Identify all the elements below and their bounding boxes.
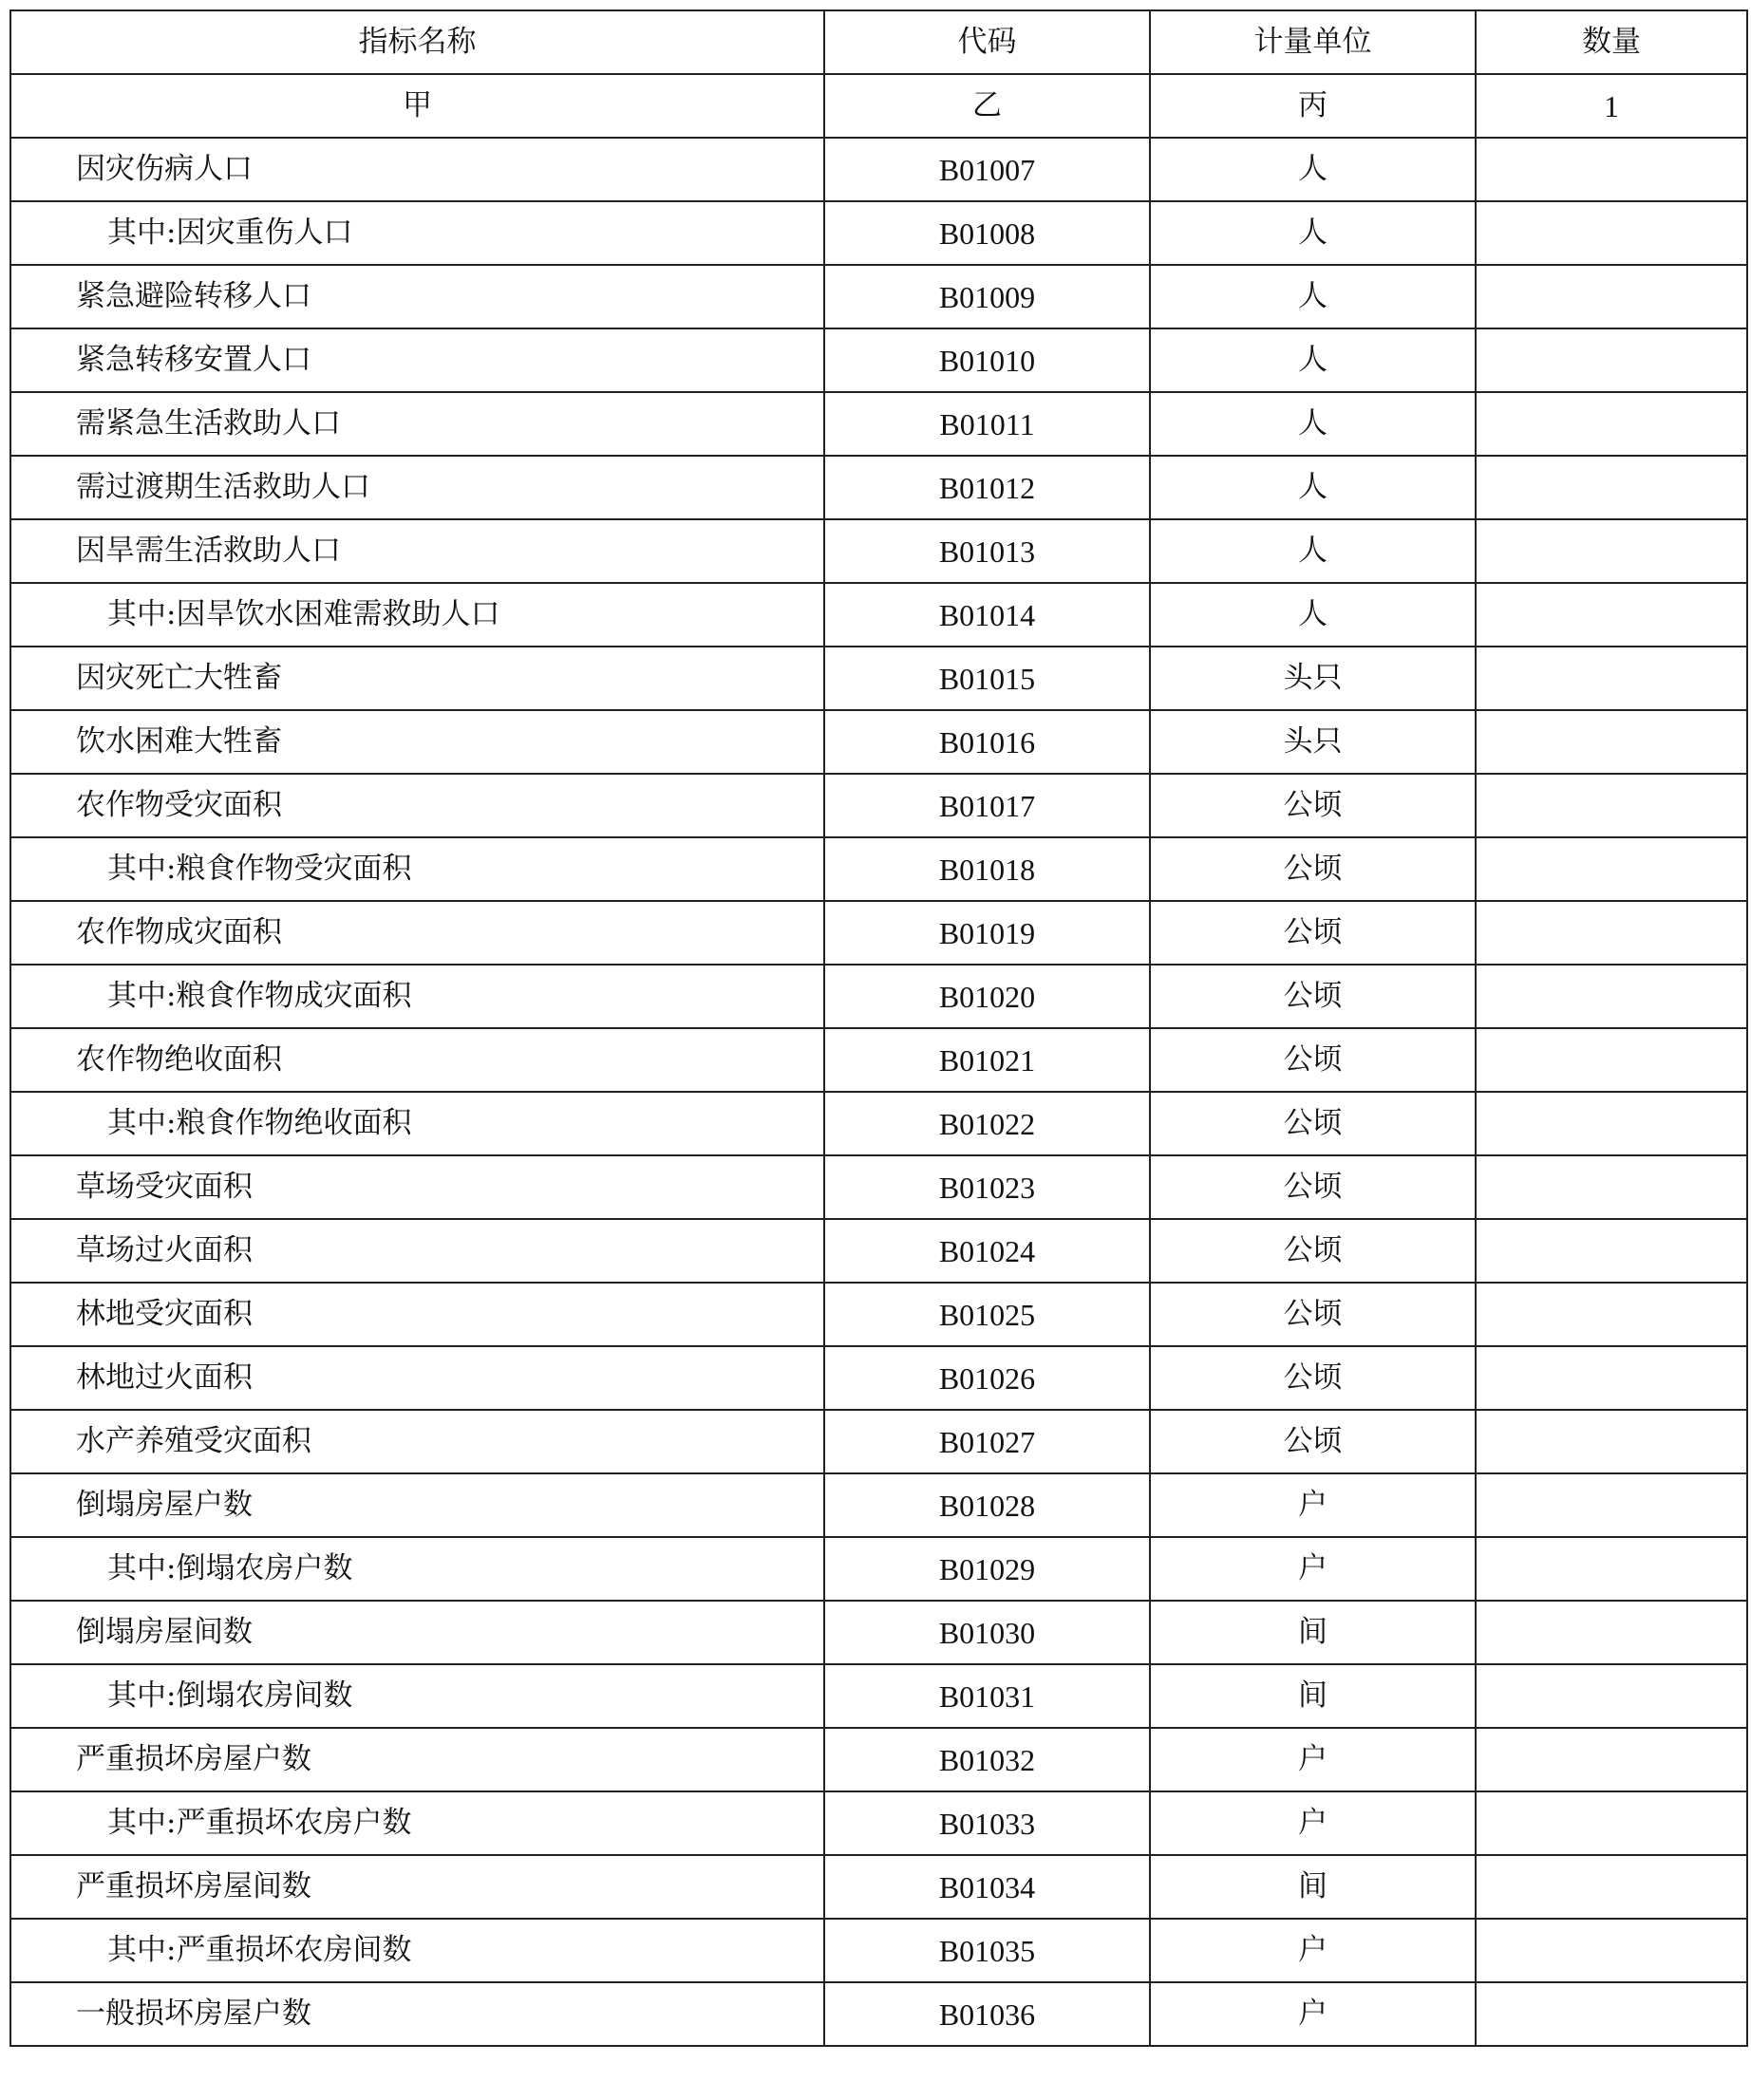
quantity-cell [1476,1601,1747,1664]
quantity-cell [1476,965,1747,1028]
quantity-cell [1476,265,1747,328]
table-row [10,1283,1747,1346]
quantity-cell [1476,456,1747,519]
table-row [10,265,1747,328]
quantity-cell [1476,1728,1747,1791]
unit-cell: 公顷 [1150,774,1476,837]
unit-cell: 公顷 [1150,965,1476,1028]
indicator-name-cell: 倒塌房屋户数 [10,1473,824,1537]
table-row [10,1219,1747,1283]
column-marker-row [10,74,1747,138]
indicator-name-cell: 严重损坏房屋户数 [10,1728,824,1791]
table-row [10,1092,1747,1155]
quantity-cell [1476,837,1747,901]
table-row [10,837,1747,901]
table-row [10,583,1747,647]
unit-cell: 户 [1150,1728,1476,1791]
indicator-code-cell: B01023 [824,1155,1150,1219]
indicator-code-cell: B01035 [824,1919,1150,1982]
quantity-cell [1476,1855,1747,1919]
quantity-cell [1476,201,1747,265]
table-row [10,1664,1747,1728]
quantity-cell [1476,1982,1747,2046]
unit-cell: 公顷 [1150,1219,1476,1283]
indicator-name-cell: 其中:倒塌农房间数 [10,1664,824,1728]
indicator-code-cell: B01034 [824,1855,1150,1919]
indicator-name-cell: 其中:严重损坏农房户数 [10,1791,824,1855]
table-row [10,1028,1747,1092]
quantity-cell [1476,1664,1747,1728]
indicator-name-cell: 水产养殖受灾面积 [10,1410,824,1473]
unit-cell: 间 [1150,1664,1476,1728]
unit-cell: 人 [1150,519,1476,583]
indicator-name-cell: 紧急避险转移人口 [10,265,824,328]
quantity-cell [1476,392,1747,456]
indicator-name-cell: 农作物受灾面积 [10,774,824,837]
table-row [10,1982,1747,2046]
indicator-code-cell: B01032 [824,1728,1150,1791]
table-row [10,519,1747,583]
table-row [10,710,1747,774]
unit-cell: 人 [1150,583,1476,647]
indicator-code-cell: B01022 [824,1092,1150,1155]
indicator-code-cell: B01033 [824,1791,1150,1855]
table-row [10,456,1747,519]
quantity-cell [1476,1473,1747,1537]
quantity-cell [1476,774,1747,837]
indicator-name-cell: 因灾死亡大牲畜 [10,647,824,710]
unit-cell: 公顷 [1150,837,1476,901]
table-row [10,1410,1747,1473]
quantity-cell [1476,1155,1747,1219]
quantity-cell [1476,1283,1747,1346]
table-row [10,1919,1747,1982]
indicator-name-cell: 倒塌房屋间数 [10,1601,824,1664]
table-row [10,774,1747,837]
quantity-cell [1476,710,1747,774]
unit-cell: 头只 [1150,647,1476,710]
quantity-cell [1476,1791,1747,1855]
table-row [10,1346,1747,1410]
header-quantity: 数量 [1476,10,1747,74]
unit-cell: 间 [1150,1855,1476,1919]
indicator-name-cell: 其中:因灾重伤人口 [10,201,824,265]
unit-cell: 人 [1150,201,1476,265]
indicator-name-cell: 草场受灾面积 [10,1155,824,1219]
unit-cell: 人 [1150,328,1476,392]
indicator-code-cell: B01030 [824,1601,1150,1664]
table-row [10,1791,1747,1855]
unit-cell: 人 [1150,265,1476,328]
table-row [10,1473,1747,1537]
quantity-cell [1476,1346,1747,1410]
indicator-code-cell: B01029 [824,1537,1150,1601]
unit-cell: 公顷 [1150,1028,1476,1092]
unit-cell: 户 [1150,1982,1476,2046]
indicator-code-cell: B01010 [824,328,1150,392]
table-row [10,138,1747,201]
indicator-name-cell: 农作物成灾面积 [10,901,824,965]
indicator-code-cell: B01018 [824,837,1150,901]
unit-cell: 人 [1150,392,1476,456]
indicator-code-cell: B01008 [824,201,1150,265]
indicator-code-cell: B01024 [824,1219,1150,1283]
document-page [9,9,1746,2047]
unit-cell: 公顷 [1150,1410,1476,1473]
indicator-name-cell: 严重损坏房屋间数 [10,1855,824,1919]
table-row [10,647,1747,710]
indicator-code-cell: B01026 [824,1346,1150,1410]
indicator-name-cell: 林地过火面积 [10,1346,824,1410]
indicator-code-cell: B01025 [824,1283,1150,1346]
header-indicator-name: 指标名称 [10,10,824,74]
unit-cell: 头只 [1150,710,1476,774]
quantity-cell [1476,1919,1747,1982]
indicator-code-cell: B01012 [824,456,1150,519]
quantity-cell [1476,138,1747,201]
header-code: 代码 [824,10,1150,74]
marker-unit-column: 丙 [1150,74,1476,138]
indicator-code-cell: B01009 [824,265,1150,328]
unit-cell: 公顷 [1150,901,1476,965]
indicator-name-cell: 需紧急生活救助人口 [10,392,824,456]
table-row [10,1601,1747,1664]
indicator-name-cell: 其中:粮食作物受灾面积 [10,837,824,901]
indicator-code-cell: B01011 [824,392,1150,456]
indicator-code-cell: B01028 [824,1473,1150,1537]
indicator-code-cell: B01036 [824,1982,1150,2046]
table-row [10,392,1747,456]
indicator-code-cell: B01016 [824,710,1150,774]
table-row [10,965,1747,1028]
quantity-cell [1476,519,1747,583]
unit-cell: 人 [1150,138,1476,201]
indicator-name-cell: 因旱需生活救助人口 [10,519,824,583]
marker-name-column: 甲 [10,74,824,138]
indicator-code-cell: B01021 [824,1028,1150,1092]
unit-cell: 公顷 [1150,1346,1476,1410]
indicator-name-cell: 紧急转移安置人口 [10,328,824,392]
quantity-cell [1476,1092,1747,1155]
quantity-cell [1476,1028,1747,1092]
table-row [10,1728,1747,1791]
unit-cell: 公顷 [1150,1092,1476,1155]
table-row [10,201,1747,265]
indicator-name-cell: 其中:倒塌农房户数 [10,1537,824,1601]
quantity-cell [1476,328,1747,392]
unit-cell: 户 [1150,1919,1476,1982]
marker-code-column: 乙 [824,74,1150,138]
unit-cell: 人 [1150,456,1476,519]
quantity-cell [1476,1537,1747,1601]
indicator-name-cell: 需过渡期生活救助人口 [10,456,824,519]
indicator-code-cell: B01027 [824,1410,1150,1473]
table-row [10,1155,1747,1219]
indicator-code-cell: B01020 [824,965,1150,1028]
indicator-code-cell: B01015 [824,647,1150,710]
indicator-name-cell: 林地受灾面积 [10,1283,824,1346]
table-row [10,1855,1747,1919]
indicator-name-cell: 草场过火面积 [10,1219,824,1283]
indicator-name-cell: 其中:因旱饮水困难需救助人口 [10,583,824,647]
unit-cell: 公顷 [1150,1155,1476,1219]
unit-cell: 户 [1150,1537,1476,1601]
unit-cell: 公顷 [1150,1283,1476,1346]
quantity-cell [1476,901,1747,965]
unit-cell: 户 [1150,1791,1476,1855]
indicator-name-cell: 饮水困难大牲畜 [10,710,824,774]
quantity-cell [1476,1219,1747,1283]
indicator-code-cell: B01017 [824,774,1150,837]
marker-quantity-column: 1 [1476,74,1747,138]
unit-cell: 户 [1150,1473,1476,1537]
indicator-name-cell: 一般损坏房屋户数 [10,1982,824,2046]
quantity-cell [1476,583,1747,647]
table-row [10,328,1747,392]
header-unit: 计量单位 [1150,10,1476,74]
indicator-name-cell: 其中:粮食作物成灾面积 [10,965,824,1028]
quantity-cell [1476,1410,1747,1473]
indicator-code-cell: B01019 [824,901,1150,965]
indicator-code-cell: B01014 [824,583,1150,647]
unit-cell: 间 [1150,1601,1476,1664]
indicator-code-cell: B01007 [824,138,1150,201]
indicator-name-cell: 农作物绝收面积 [10,1028,824,1092]
table-row [10,1537,1747,1601]
indicator-code-cell: B01031 [824,1664,1150,1728]
indicator-name-cell: 因灾伤病人口 [10,138,824,201]
quantity-cell [1476,647,1747,710]
header-row [10,10,1747,74]
indicator-code-cell: B01013 [824,519,1150,583]
table-row [10,901,1747,965]
indicator-table [9,9,1748,2047]
indicator-name-cell: 其中:严重损坏农房间数 [10,1919,824,1982]
indicator-name-cell: 其中:粮食作物绝收面积 [10,1092,824,1155]
